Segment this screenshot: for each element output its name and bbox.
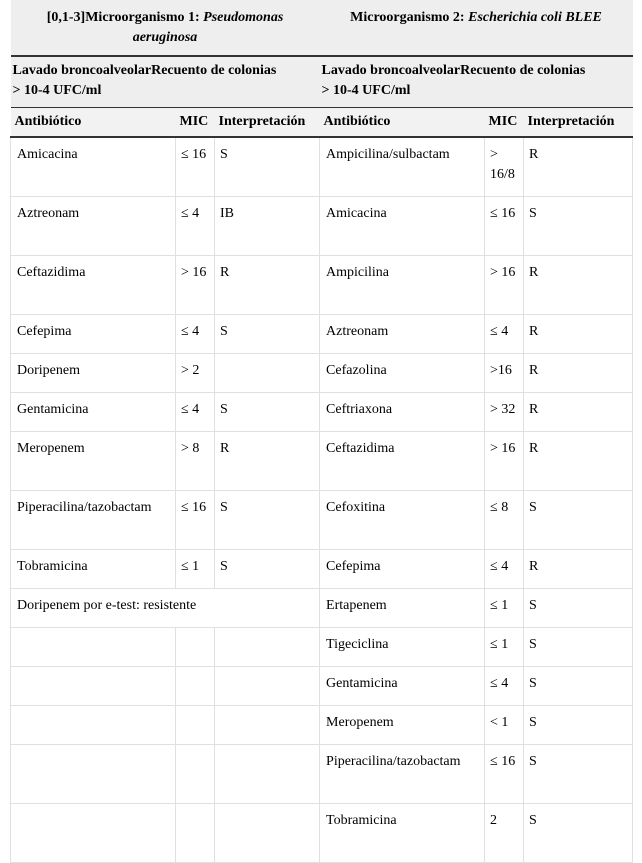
left-mic-cell bbox=[176, 706, 215, 745]
specimen-1 bbox=[11, 56, 320, 108]
right-interpretation-cell: R bbox=[524, 432, 633, 491]
left-mic-cell: ≤ 4 bbox=[176, 315, 215, 354]
right-antibiotic-cell: Meropenem bbox=[320, 706, 485, 745]
left-mic-cell bbox=[176, 745, 215, 804]
right-antibiotic-cell: Cefazolina bbox=[320, 354, 485, 393]
organism-1-title bbox=[11, 0, 320, 56]
right-mic-cell: > 32 bbox=[485, 393, 524, 432]
table-row bbox=[11, 432, 633, 491]
table-body bbox=[11, 137, 633, 863]
right-antibiotic-cell: Ceftriaxona bbox=[320, 393, 485, 432]
left-mic-cell: > 8 bbox=[176, 432, 215, 491]
right-interpretation-cell: S bbox=[524, 804, 633, 863]
left-interpretation-cell: S bbox=[215, 550, 320, 589]
left-antibiotic-cell bbox=[11, 745, 176, 804]
column-header-row bbox=[11, 108, 633, 138]
left-interpretation-cell bbox=[215, 628, 320, 667]
right-interpretation-cell: R bbox=[524, 393, 633, 432]
right-mic-cell: 2 bbox=[485, 804, 524, 863]
table-row bbox=[11, 550, 633, 589]
left-antibiotic-cell bbox=[11, 804, 176, 863]
organism-2-species: Escherichia coli BLEE bbox=[468, 10, 602, 25]
left-antibiotic-cell: Amicacina bbox=[11, 137, 176, 197]
left-antibiotic-cell: Ceftazidima bbox=[11, 256, 176, 315]
right-mic-cell: > 16 bbox=[485, 432, 524, 491]
right-antibiotic-cell: Piperacilina/tazobactam bbox=[320, 745, 485, 804]
col-header-interpretation-2: Interpretación bbox=[524, 108, 633, 138]
left-antibiotic-cell bbox=[11, 667, 176, 706]
right-interpretation-cell: R bbox=[524, 315, 633, 354]
col-header-interpretation-1: Interpretación bbox=[215, 108, 320, 138]
left-antibiotic-cell: Aztreonam bbox=[11, 197, 176, 256]
specimen-1-count: Recuento de colonias bbox=[151, 63, 277, 78]
table-row bbox=[11, 804, 633, 863]
right-interpretation-cell: S bbox=[524, 589, 633, 628]
specimen-1-threshold: > 10-4 UFC/ml bbox=[12, 83, 102, 98]
right-antibiotic-cell: Ampicilina bbox=[320, 256, 485, 315]
right-interpretation-cell: R bbox=[524, 550, 633, 589]
right-interpretation-cell: S bbox=[524, 667, 633, 706]
table-row bbox=[11, 628, 633, 667]
left-interpretation-cell: S bbox=[215, 393, 320, 432]
left-antibiotic-cell: Tobramicina bbox=[11, 550, 176, 589]
specimen-1-sample: Lavado broncoalveolar bbox=[12, 63, 152, 78]
left-antibiotic-cell bbox=[11, 628, 176, 667]
right-antibiotic-cell: Gentamicina bbox=[320, 667, 485, 706]
table-row bbox=[11, 256, 633, 315]
table-row bbox=[11, 667, 633, 706]
right-antibiotic-cell: Ceftazidima bbox=[320, 432, 485, 491]
left-interpretation-cell bbox=[215, 804, 320, 863]
organism-2-title bbox=[320, 0, 633, 56]
col-header-antibiotic-2: Antibiótico bbox=[320, 108, 485, 138]
right-mic-cell: < 1 bbox=[485, 706, 524, 745]
left-antibiotic-cell: Cefepima bbox=[11, 315, 176, 354]
left-interpretation-cell: S bbox=[215, 137, 320, 197]
organism-1-prefix: [0,1-3]Microorganismo 1: bbox=[46, 10, 204, 25]
left-mic-cell bbox=[176, 667, 215, 706]
left-interpretation-cell: S bbox=[215, 491, 320, 550]
left-interpretation-cell bbox=[215, 667, 320, 706]
specimen-2-threshold: > 10-4 UFC/ml bbox=[321, 83, 411, 98]
left-mic-cell: > 2 bbox=[176, 354, 215, 393]
table-row bbox=[11, 393, 633, 432]
table-row bbox=[11, 745, 633, 804]
right-antibiotic-cell: Ampicilina/sulbactam bbox=[320, 137, 485, 197]
left-mic-cell bbox=[176, 804, 215, 863]
right-antibiotic-cell: Aztreonam bbox=[320, 315, 485, 354]
col-header-mic-1: MIC bbox=[176, 108, 215, 138]
specimen-2-sample: Lavado broncoalveolar bbox=[321, 63, 461, 78]
table-row bbox=[11, 197, 633, 256]
organism-header-row bbox=[11, 0, 633, 56]
organism-1-species: Pseudomonas aeruginosa bbox=[132, 10, 284, 45]
table-row bbox=[11, 706, 633, 745]
table-row bbox=[11, 137, 633, 197]
right-mic-cell: ≤ 16 bbox=[485, 197, 524, 256]
right-interpretation-cell: R bbox=[524, 354, 633, 393]
col-header-mic-2: MIC bbox=[485, 108, 524, 138]
col-header-antibiotic-1: Antibiótico bbox=[11, 108, 176, 138]
right-interpretation-cell: S bbox=[524, 745, 633, 804]
left-mic-cell: > 16 bbox=[176, 256, 215, 315]
specimen-row bbox=[11, 56, 633, 108]
left-antibiotic-cell bbox=[11, 706, 176, 745]
right-interpretation-cell: R bbox=[524, 256, 633, 315]
right-antibiotic-cell: Tobramicina bbox=[320, 804, 485, 863]
right-mic-cell: ≤ 4 bbox=[485, 550, 524, 589]
susceptibility-table bbox=[10, 0, 633, 863]
right-interpretation-cell: S bbox=[524, 628, 633, 667]
left-interpretation-cell bbox=[215, 706, 320, 745]
left-mic-cell: ≤ 1 bbox=[176, 550, 215, 589]
left-mic-cell: ≤ 16 bbox=[176, 137, 215, 197]
right-mic-cell: ≤ 1 bbox=[485, 628, 524, 667]
left-mic-cell bbox=[176, 628, 215, 667]
specimen-2 bbox=[320, 56, 633, 108]
right-interpretation-cell: R bbox=[524, 137, 633, 197]
left-mic-cell: ≤ 4 bbox=[176, 197, 215, 256]
right-mic-cell: > 16 bbox=[485, 256, 524, 315]
table-row bbox=[11, 354, 633, 393]
left-interpretation-cell bbox=[215, 354, 320, 393]
left-interpretation-cell bbox=[215, 745, 320, 804]
right-mic-cell: ≤ 1 bbox=[485, 589, 524, 628]
right-mic-cell: ≤ 4 bbox=[485, 315, 524, 354]
right-mic-cell: ≤ 8 bbox=[485, 491, 524, 550]
right-antibiotic-cell: Cefepima bbox=[320, 550, 485, 589]
right-mic-cell: ≤ 16 bbox=[485, 745, 524, 804]
left-interpretation-cell: S bbox=[215, 315, 320, 354]
right-interpretation-cell: S bbox=[524, 706, 633, 745]
susceptibility-table-container bbox=[10, 0, 632, 828]
note-cell: Doripenem por e-test: resistente bbox=[11, 589, 320, 628]
table-row bbox=[11, 589, 633, 628]
right-interpretation-cell: S bbox=[524, 197, 633, 256]
left-antibiotic-cell: Doripenem bbox=[11, 354, 176, 393]
table-row bbox=[11, 491, 633, 550]
right-antibiotic-cell: Amicacina bbox=[320, 197, 485, 256]
right-mic-cell: >16 bbox=[485, 354, 524, 393]
table-row bbox=[11, 315, 633, 354]
specimen-2-count: Recuento de colonias bbox=[460, 63, 586, 78]
right-interpretation-cell: S bbox=[524, 491, 633, 550]
left-interpretation-cell: R bbox=[215, 432, 320, 491]
left-interpretation-cell: R bbox=[215, 256, 320, 315]
right-mic-cell: > 16/8 bbox=[485, 137, 524, 197]
left-mic-cell: ≤ 4 bbox=[176, 393, 215, 432]
left-interpretation-cell: IB bbox=[215, 197, 320, 256]
right-antibiotic-cell: Cefoxitina bbox=[320, 491, 485, 550]
left-antibiotic-cell: Gentamicina bbox=[11, 393, 176, 432]
right-mic-cell: ≤ 4 bbox=[485, 667, 524, 706]
right-antibiotic-cell: Tigeciclina bbox=[320, 628, 485, 667]
left-mic-cell: ≤ 16 bbox=[176, 491, 215, 550]
left-antibiotic-cell: Meropenem bbox=[11, 432, 176, 491]
organism-2-prefix: Microorganismo 2: bbox=[350, 10, 469, 25]
right-antibiotic-cell: Ertapenem bbox=[320, 589, 485, 628]
left-antibiotic-cell: Piperacilina/tazobactam bbox=[11, 491, 176, 550]
